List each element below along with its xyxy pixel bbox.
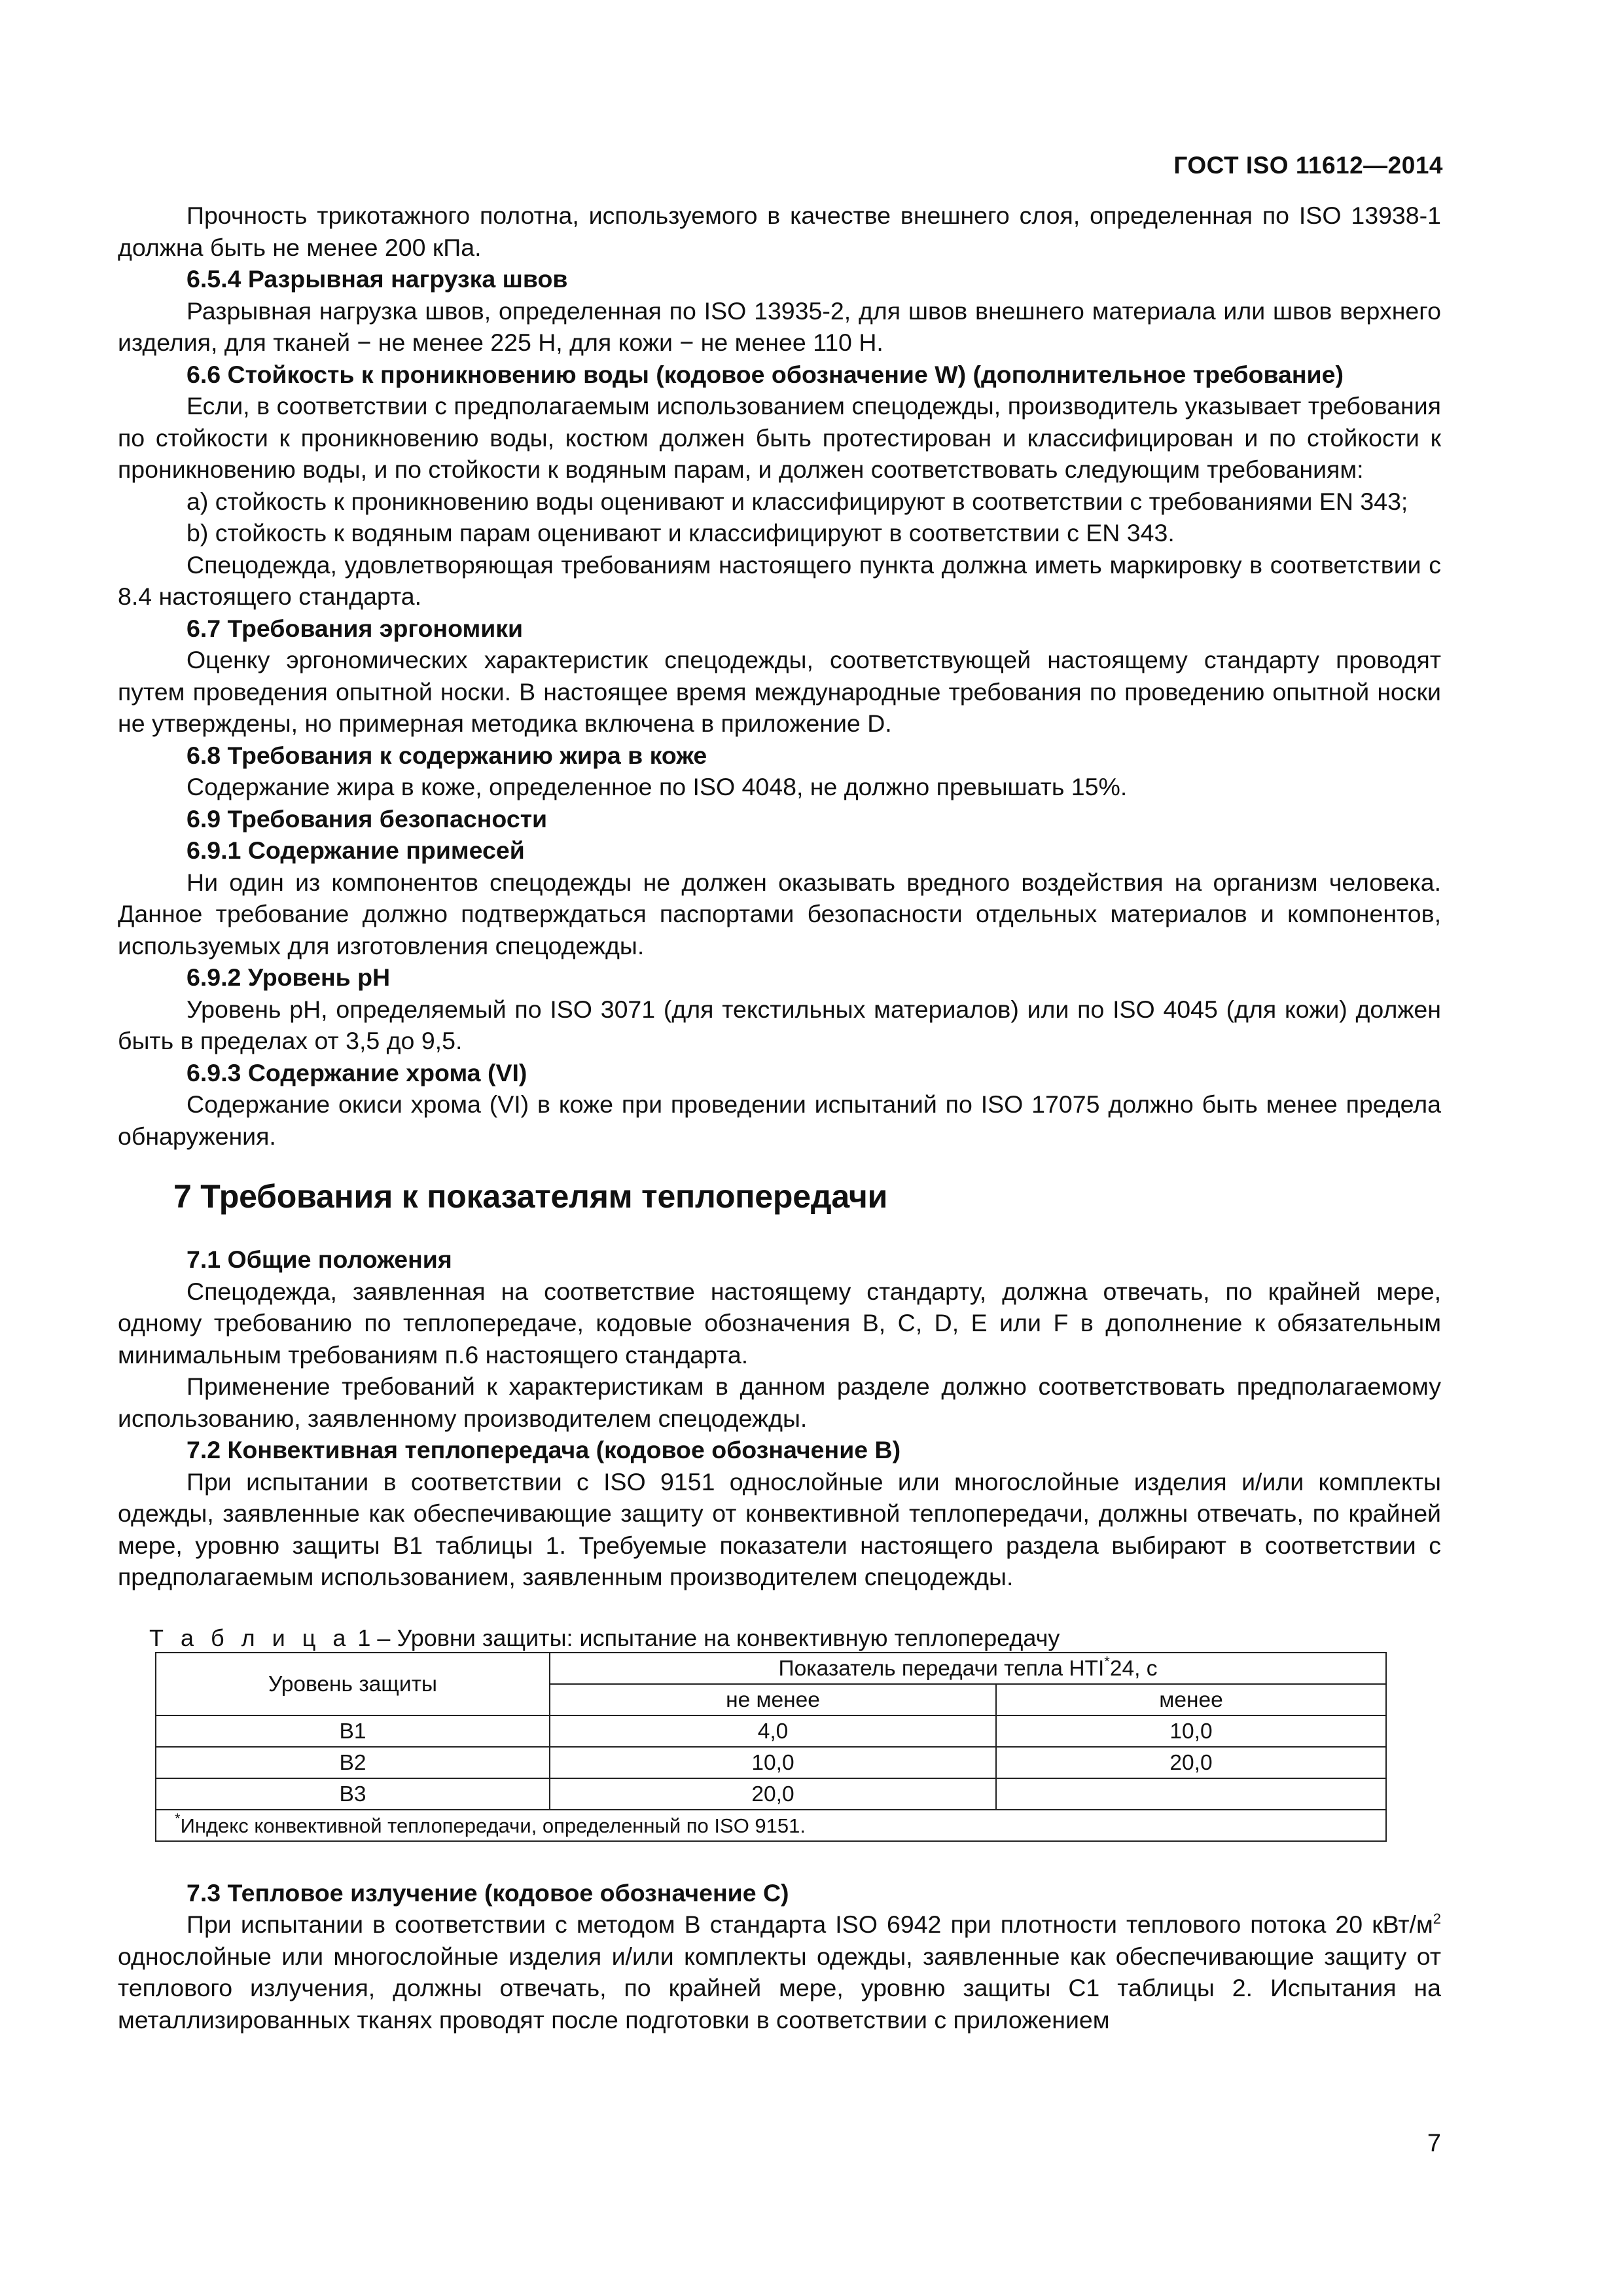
section-7-3-paragraph <box>118 1909 1441 2036</box>
header-min: не менее <box>550 1684 996 1715</box>
paragraph: Ни один из компонентов спецодежды не должен оказывать вредного воздействия на организм человека. Данное требование должно подтверждаться паспортами безопасности отдельных материалов и компонентов, используемых для изготовления спецодежды. <box>118 868 1441 960</box>
paragraph: Спецодежда, удовлетворяющая требованиям настоящего пункта должна иметь маркировку в соответствии с 8.4 настоящего стандарта. <box>118 550 1441 610</box>
table-row <box>156 1715 1386 1747</box>
table-header-row <box>156 1653 1386 1684</box>
cell-min: 20,0 <box>550 1778 996 1810</box>
cell-level: B1 <box>156 1715 550 1747</box>
paragraph: a) стойкость к проникновению воды оценивают и классифицируют в соответствии с требованиями EN 343; <box>187 487 1408 515</box>
cell-min: 4,0 <box>550 1715 996 1747</box>
paragraph: Содержание окиси хрома (VI) в коже при проведении испытаний по ISO 17075 должно быть менее предела обнаружения. <box>118 1090 1441 1150</box>
section-6-text <box>118 200 1441 1152</box>
subsection-heading: 7.2 Конвективная теплопередача (кодовое обозначение B) <box>187 1436 901 1463</box>
subsection-heading: 6.7 Требования эргономики <box>187 614 524 642</box>
table-row <box>156 1778 1386 1810</box>
paragraph: Разрывная нагрузка швов, определенная по ISO 13935-2, для швов внешнего материала или швов верхнего изделия, для тканей − не менее 225 Н, для кожи − не менее 110 Н. <box>118 296 1441 356</box>
table-caption-text: 1 – Уровни защиты: испытание на конвективную теплопередачу <box>351 1624 1060 1651</box>
table-caption-prefix: Т а б л и ц а <box>149 1624 351 1651</box>
header-max: менее <box>996 1684 1386 1715</box>
s73-text-1: При испытании в соответствии с методом B стандарта ISO 6942 при плотности теплового потока 20 кВт/м <box>187 1910 1433 1938</box>
table-footnote <box>156 1810 1386 1841</box>
subsection-heading: 6.9.1 Содержание примесей <box>187 836 525 864</box>
table-body <box>156 1715 1386 1810</box>
paragraph: Если, в соответствии с предполагаемым использованием спецодежды, производитель указывает требования по стойкости к проникновению воды, костюм должен быть протестирован и классифицирован и по стойкости к проникновению воды, и по стойкости к водяным парам, и должен соответствовать следующим требованиям: <box>118 392 1441 483</box>
subsection-heading: 6.6 Стойкость к проникновению воды (кодовое обозначение W) (дополнительное требование) <box>187 360 1344 388</box>
table-caption <box>149 1624 1441 1652</box>
header-hti-mark: * <box>1104 1653 1110 1670</box>
section-7-3-heading: 7.3 Тепловое излучение (кодовое обозначение C) <box>187 1878 789 1907</box>
subsection-heading: 6.9.2 Уровень pH <box>187 963 391 991</box>
section-7-title: 7 Требования к показателям теплопередачи <box>173 1178 888 1215</box>
paragraph: Содержание жира в коже, определенное по ISO 4048, не должно превышать 15%. <box>187 773 1128 800</box>
header-hti <box>550 1653 1386 1684</box>
subsection-heading: 6.9.3 Содержание хрома (VI) <box>187 1058 527 1086</box>
subsection-heading: 6.8 Требования к содержанию жира в коже <box>187 741 707 769</box>
page-content <box>118 200 1441 2036</box>
paragraph: b) стойкость к водяным парам оценивают и классифицируют в соответствии с EN 343. <box>187 519 1175 547</box>
header-level: Уровень защиты <box>156 1653 550 1715</box>
paragraph: Уровень pH, определяемый по ISO 3071 (для текстильных материалов) или по ISO 4045 (для кожи) должен быть в пределах от 3,5 до 9,5. <box>118 995 1441 1054</box>
protection-levels-table <box>155 1652 1387 1842</box>
cell-level: B2 <box>156 1747 550 1778</box>
table-footnote-row <box>156 1810 1386 1841</box>
subsection-heading: 6.5.4 Разрывная нагрузка швов <box>187 265 568 293</box>
subsection-heading: 6.9 Требования безопасности <box>187 804 548 833</box>
paragraph: Спецодежда, заявленная на соответствие настоящему стандарту, должна отвечать, по крайней мере, одному требованию по теплопередаче, кодовые обозначения B, C, D, E или F в дополнение к обязательным минимальным требованиям п.6 настоящего стандарта. <box>118 1277 1441 1369</box>
cell-max: 10,0 <box>996 1715 1386 1747</box>
section-7-text <box>118 1244 1441 1593</box>
cell-max: 20,0 <box>996 1747 1386 1778</box>
table-row <box>156 1747 1386 1778</box>
document-header: ГОСТ ISO 11612—2014 <box>1173 152 1443 179</box>
cell-min: 10,0 <box>550 1747 996 1778</box>
paragraph: При испытании в соответствии с ISO 9151 однослойные или многослойные изделия и/или комплекты одежды, заявленные как обеспечивающие защиту от конвективной теплопередачи, должны отвечать, по крайней мере, уровню защиты B1 таблицы 1. Требуемые показатели настоящего раздела выбирают в соответствии с предполагаемым использованием, заявленным производителем спецодежды. <box>118 1467 1441 1590</box>
header-hti-text: Показатель передачи тепла HTI <box>778 1657 1105 1681</box>
header-hti-suffix: 24, с <box>1109 1657 1158 1681</box>
paragraph: Оценку эргономических характеристик спецодежды, соответствующей настоящему стандарту проводят путем проведения опытной носки. В настоящее время международные требования по проведению опытной носки не утверждены, но примерная методика включена в приложение D. <box>118 646 1441 737</box>
paragraph: Прочность трикотажного полотна, используемого в качестве внешнего слоя, определенная по ISO 13938-1 должна быть не менее 200 кПа. <box>118 202 1441 261</box>
page-number: 7 <box>1427 2130 1441 2157</box>
paragraph: Применение требований к характеристикам в данном разделе должно соответствовать предполагаемому использованию, заявленному производителем спецодежды. <box>118 1372 1441 1432</box>
footnote-text: Индекс конвективной теплопередачи, определенный по ISO 9151. <box>180 1814 806 1837</box>
s73-text-2: однослойные или многослойные изделия и/или комплекты одежды, заявленные как обеспечивающие защиту от теплового излучения, должны отвечать, по крайней мере, уровню защиты C1 таблицы 2. Испытания на металлизированных тканях проводят после подготовки в соответствии с приложением <box>118 1942 1441 2034</box>
s73-sup: 2 <box>1433 1910 1441 1927</box>
cell-max <box>996 1778 1386 1810</box>
subsection-heading: 7.1 Общие положения <box>187 1246 452 1273</box>
footnote-mark: * <box>175 1810 181 1827</box>
cell-level: B3 <box>156 1778 550 1810</box>
